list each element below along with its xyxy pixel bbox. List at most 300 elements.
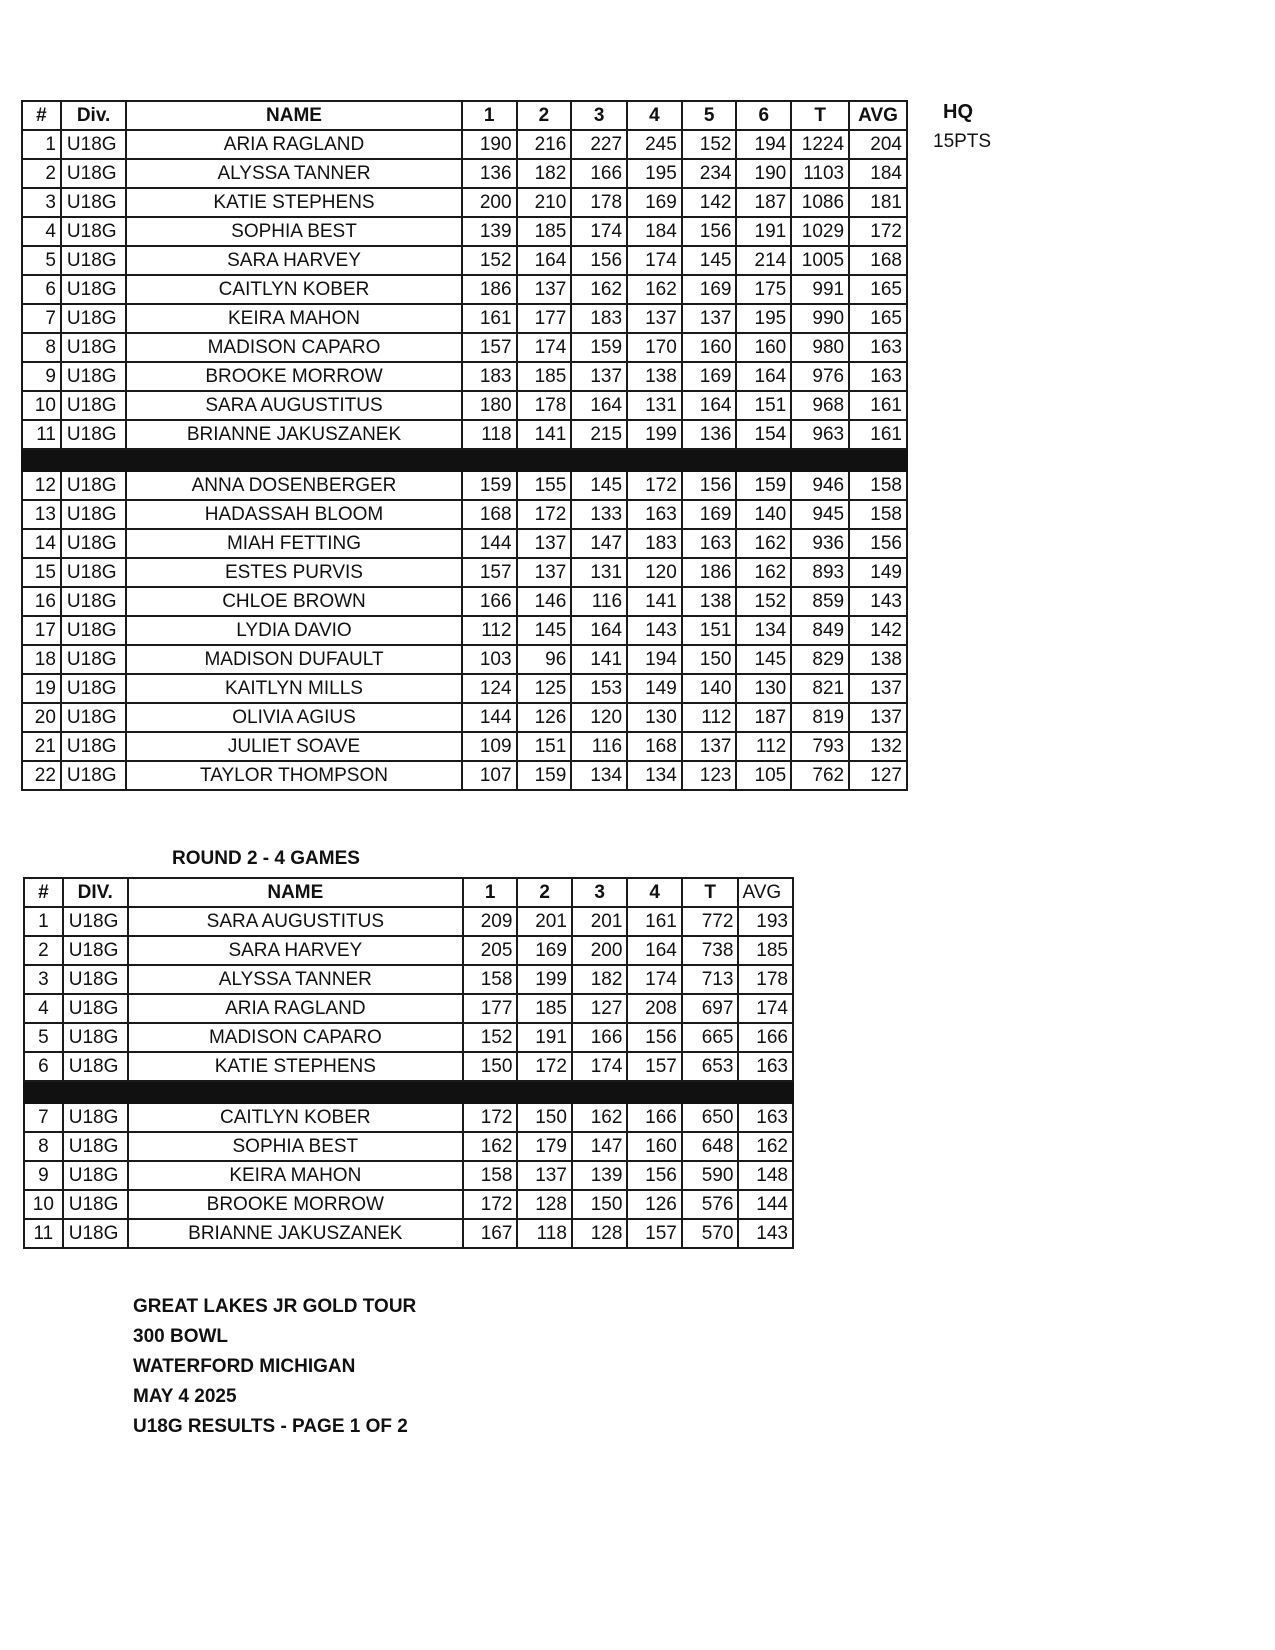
bowler-name-cell: ARIA RAGLAND (126, 130, 462, 159)
game-score-cell: 174 (571, 217, 627, 246)
total-cell: 1086 (791, 188, 849, 217)
bowler-name-cell: SARA HARVEY (128, 936, 463, 965)
total-cell: 893 (791, 558, 849, 587)
game-score-cell: 199 (627, 420, 682, 449)
game-score-cell: 112 (462, 616, 517, 645)
header-avg: AVG (738, 878, 793, 907)
game-score-cell: 187 (736, 703, 791, 732)
total-cell: 650 (682, 1103, 739, 1132)
game-score-cell: 146 (517, 587, 572, 616)
game-score-cell: 178 (517, 391, 572, 420)
rank-cell: 10 (22, 391, 61, 420)
bowler-name-cell: BROOKE MORROW (128, 1190, 463, 1219)
division-cell: U18G (63, 965, 128, 994)
game-score-cell: 208 (627, 994, 681, 1023)
average-cell: 137 (849, 703, 907, 732)
rank-cell: 14 (22, 529, 61, 558)
rank-cell: 15 (22, 558, 61, 587)
header-total: T (791, 101, 849, 130)
game-score-cell: 164 (571, 616, 627, 645)
average-cell: 161 (849, 391, 907, 420)
rank-cell: 4 (22, 217, 61, 246)
venue-name: 300 BOWL (133, 1326, 229, 1347)
average-cell: 149 (849, 558, 907, 587)
average-cell: 127 (849, 761, 907, 790)
total-cell: 849 (791, 616, 849, 645)
table-row (22, 732, 907, 761)
rank-cell: 9 (22, 362, 61, 391)
game-score-cell: 160 (682, 333, 737, 362)
total-cell: 859 (791, 587, 849, 616)
table-row (22, 159, 907, 188)
total-cell: 1224 (791, 130, 849, 159)
bowler-name-cell: SARA HARVEY (126, 246, 462, 275)
game-score-cell: 168 (462, 500, 517, 529)
game-score-cell: 139 (462, 217, 517, 246)
venue-location: WATERFORD MICHIGAN (133, 1356, 356, 1377)
game-score-cell: 162 (627, 275, 682, 304)
bowler-name-cell: BRIANNE JAKUSZANEK (128, 1219, 463, 1248)
division-cell: U18G (61, 471, 126, 500)
average-cell: 168 (849, 246, 907, 275)
game-score-cell: 174 (627, 965, 681, 994)
table-row (22, 616, 907, 645)
table-row (22, 471, 907, 500)
rank-cell: 11 (24, 1219, 63, 1248)
bowler-name-cell: SARA AUGUSTITUS (126, 391, 462, 420)
bowler-name-cell: BROOKE MORROW (126, 362, 462, 391)
game-score-cell: 137 (517, 275, 572, 304)
round1-table-body (22, 130, 907, 790)
division-cell: U18G (63, 1103, 128, 1132)
game-score-cell: 137 (517, 1161, 571, 1190)
game-score-cell: 145 (736, 645, 791, 674)
header-div: Div. (61, 101, 126, 130)
header-game-4: 4 (627, 101, 682, 130)
bowler-name-cell: ANNA DOSENBERGER (126, 471, 462, 500)
game-score-cell: 163 (627, 500, 682, 529)
game-score-cell: 157 (627, 1052, 681, 1081)
game-score-cell: 150 (517, 1103, 571, 1132)
average-cell: 204 (849, 130, 907, 159)
total-cell: 829 (791, 645, 849, 674)
table-row (22, 275, 907, 304)
header-avg: AVG (849, 101, 907, 130)
game-score-cell: 151 (517, 732, 572, 761)
table-row (24, 1103, 793, 1132)
average-cell: 143 (738, 1219, 793, 1248)
game-score-cell: 199 (517, 965, 571, 994)
game-score-cell: 116 (571, 732, 627, 761)
average-cell: 142 (849, 616, 907, 645)
average-cell: 163 (849, 362, 907, 391)
game-score-cell: 200 (572, 936, 628, 965)
game-score-cell: 227 (571, 130, 627, 159)
total-cell: 762 (791, 761, 849, 790)
hq-label: HQ (943, 101, 973, 123)
table-row (22, 188, 907, 217)
bowler-name-cell: ESTES PURVIS (126, 558, 462, 587)
rank-cell: 2 (22, 159, 61, 188)
table-row (24, 965, 793, 994)
game-score-cell: 145 (517, 616, 572, 645)
game-score-cell: 159 (571, 333, 627, 362)
header-div: DIV. (63, 878, 128, 907)
average-cell: 138 (849, 645, 907, 674)
total-cell: 772 (682, 907, 739, 936)
game-score-cell: 134 (571, 761, 627, 790)
header-game-3: 3 (571, 101, 627, 130)
game-score-cell: 140 (682, 674, 737, 703)
rank-cell: 7 (22, 304, 61, 333)
game-score-cell: 164 (627, 936, 681, 965)
header-game-1: 1 (462, 101, 517, 130)
game-score-cell: 141 (571, 645, 627, 674)
division-cell: U18G (61, 362, 126, 391)
division-cell: U18G (63, 1219, 128, 1248)
rank-cell: 10 (24, 1190, 63, 1219)
rank-cell: 6 (22, 275, 61, 304)
game-score-cell: 123 (682, 761, 737, 790)
game-score-cell: 118 (462, 420, 517, 449)
average-cell: 156 (849, 529, 907, 558)
game-score-cell: 152 (736, 587, 791, 616)
bowler-name-cell: HADASSAH BLOOM (126, 500, 462, 529)
average-cell: 137 (849, 674, 907, 703)
header-total: T (682, 878, 739, 907)
header-game-6: 6 (736, 101, 791, 130)
division-cell: U18G (61, 391, 126, 420)
game-score-cell: 194 (736, 130, 791, 159)
game-score-cell: 195 (736, 304, 791, 333)
division-cell: U18G (63, 1052, 128, 1081)
game-score-cell: 152 (463, 1023, 517, 1052)
rank-cell: 2 (24, 936, 63, 965)
game-score-cell: 172 (517, 1052, 571, 1081)
division-cell: U18G (63, 1132, 128, 1161)
game-score-cell: 205 (463, 936, 517, 965)
table-row (22, 420, 907, 449)
game-score-cell: 118 (517, 1219, 571, 1248)
game-score-cell: 245 (627, 130, 682, 159)
average-cell: 181 (849, 188, 907, 217)
average-cell: 144 (738, 1190, 793, 1219)
game-score-cell: 158 (463, 965, 517, 994)
rank-cell: 18 (22, 645, 61, 674)
game-score-cell: 159 (736, 471, 791, 500)
game-score-cell: 172 (463, 1190, 517, 1219)
game-score-cell: 131 (627, 391, 682, 420)
game-score-cell: 177 (463, 994, 517, 1023)
game-score-cell: 161 (462, 304, 517, 333)
game-score-cell: 174 (627, 246, 682, 275)
table-row (22, 587, 907, 616)
total-cell: 738 (682, 936, 739, 965)
game-score-cell: 116 (571, 587, 627, 616)
game-score-cell: 162 (463, 1132, 517, 1161)
division-cell: U18G (61, 674, 126, 703)
game-score-cell: 130 (627, 703, 682, 732)
game-score-cell: 185 (517, 217, 572, 246)
division-cell: U18G (63, 907, 128, 936)
table-row (22, 529, 907, 558)
division-cell: U18G (63, 1190, 128, 1219)
total-cell: 945 (791, 500, 849, 529)
bowler-name-cell: KATIE STEPHENS (126, 188, 462, 217)
game-score-cell: 174 (517, 333, 572, 362)
rank-cell: 7 (24, 1103, 63, 1132)
game-score-cell: 120 (571, 703, 627, 732)
table-row (24, 907, 793, 936)
game-score-cell: 200 (462, 188, 517, 217)
header-name: NAME (126, 101, 462, 130)
round1-results-table (21, 100, 908, 791)
total-cell: 946 (791, 471, 849, 500)
game-score-cell: 120 (627, 558, 682, 587)
game-score-cell: 185 (517, 994, 571, 1023)
game-score-cell: 107 (462, 761, 517, 790)
game-score-cell: 172 (463, 1103, 517, 1132)
header-game-3: 3 (572, 878, 628, 907)
game-score-cell: 153 (571, 674, 627, 703)
game-score-cell: 142 (682, 188, 737, 217)
game-score-cell: 164 (517, 246, 572, 275)
average-cell: 143 (849, 587, 907, 616)
game-score-cell: 157 (627, 1219, 681, 1248)
game-score-cell: 201 (517, 907, 571, 936)
game-score-cell: 147 (571, 529, 627, 558)
game-score-cell: 210 (517, 188, 572, 217)
game-score-cell: 162 (572, 1103, 628, 1132)
table-row (22, 674, 907, 703)
game-score-cell: 166 (571, 159, 627, 188)
average-cell: 184 (849, 159, 907, 188)
bowler-name-cell: MADISON CAPARO (126, 333, 462, 362)
game-score-cell: 194 (627, 645, 682, 674)
division-cell: U18G (61, 275, 126, 304)
game-score-cell: 182 (572, 965, 628, 994)
game-score-cell: 138 (682, 587, 737, 616)
total-cell: 713 (682, 965, 739, 994)
bowler-name-cell: OLIVIA AGIUS (126, 703, 462, 732)
hq-points: 15PTS (933, 131, 992, 152)
bowler-name-cell: SOPHIA BEST (128, 1132, 463, 1161)
average-cell: 178 (738, 965, 793, 994)
rank-cell: 5 (22, 246, 61, 275)
bowler-name-cell: MADISON DUFAULT (126, 645, 462, 674)
total-cell: 976 (791, 362, 849, 391)
table-row (24, 1052, 793, 1081)
game-score-cell: 169 (517, 936, 571, 965)
game-score-cell: 168 (627, 732, 682, 761)
game-score-cell: 131 (571, 558, 627, 587)
division-cell: U18G (61, 587, 126, 616)
header-game-2: 2 (517, 101, 572, 130)
rank-cell: 13 (22, 500, 61, 529)
total-cell: 697 (682, 994, 739, 1023)
game-score-cell: 190 (736, 159, 791, 188)
average-cell: 174 (738, 994, 793, 1023)
total-cell: 1005 (791, 246, 849, 275)
bowler-name-cell: TAYLOR THOMPSON (126, 761, 462, 790)
table-row (24, 1132, 793, 1161)
rank-cell: 19 (22, 674, 61, 703)
total-cell: 963 (791, 420, 849, 449)
division-cell: U18G (61, 159, 126, 188)
game-score-cell: 159 (462, 471, 517, 500)
rank-cell: 1 (22, 130, 61, 159)
rank-cell: 21 (22, 732, 61, 761)
game-score-cell: 186 (682, 558, 737, 587)
bowler-name-cell: ARIA RAGLAND (128, 994, 463, 1023)
bowler-name-cell: CHLOE BROWN (126, 587, 462, 616)
division-cell: U18G (61, 500, 126, 529)
average-cell: 172 (849, 217, 907, 246)
game-score-cell: 140 (736, 500, 791, 529)
game-score-cell: 151 (682, 616, 737, 645)
cut-line-divider (24, 1081, 793, 1103)
game-score-cell: 162 (571, 275, 627, 304)
game-score-cell: 158 (463, 1161, 517, 1190)
table-row (22, 391, 907, 420)
game-score-cell: 191 (517, 1023, 571, 1052)
division-cell: U18G (61, 130, 126, 159)
average-cell: 163 (738, 1103, 793, 1132)
average-cell: 132 (849, 732, 907, 761)
game-score-cell: 162 (736, 529, 791, 558)
total-cell: 576 (682, 1190, 739, 1219)
table-row (22, 333, 907, 362)
table-row (22, 558, 907, 587)
game-score-cell: 156 (627, 1023, 681, 1052)
table-row (22, 761, 907, 790)
division-cell: U18G (61, 529, 126, 558)
total-cell: 968 (791, 391, 849, 420)
game-score-cell: 154 (736, 420, 791, 449)
total-cell: 570 (682, 1219, 739, 1248)
game-score-cell: 144 (462, 529, 517, 558)
rank-cell: 20 (22, 703, 61, 732)
round2-table-body (24, 907, 793, 1248)
round2-results-table (23, 877, 794, 1249)
table-row (24, 936, 793, 965)
game-score-cell: 190 (462, 130, 517, 159)
game-score-cell: 130 (736, 674, 791, 703)
average-cell: 158 (849, 471, 907, 500)
game-score-cell: 126 (627, 1190, 681, 1219)
table-row (22, 217, 907, 246)
header-name: NAME (128, 878, 463, 907)
game-score-cell: 109 (462, 732, 517, 761)
game-score-cell: 183 (571, 304, 627, 333)
bowler-name-cell: SARA AUGUSTITUS (128, 907, 463, 936)
game-score-cell: 156 (627, 1161, 681, 1190)
total-cell: 793 (791, 732, 849, 761)
game-score-cell: 103 (462, 645, 517, 674)
rank-cell: 1 (24, 907, 63, 936)
game-score-cell: 157 (462, 558, 517, 587)
average-cell: 163 (849, 333, 907, 362)
game-score-cell: 161 (627, 907, 681, 936)
game-score-cell: 151 (736, 391, 791, 420)
game-score-cell: 137 (682, 304, 737, 333)
total-cell: 648 (682, 1132, 739, 1161)
game-score-cell: 187 (736, 188, 791, 217)
division-cell: U18G (61, 616, 126, 645)
average-cell: 158 (849, 500, 907, 529)
cut-line-divider (22, 449, 907, 471)
table-row (22, 500, 907, 529)
header-game-1: 1 (463, 878, 517, 907)
rank-cell: 16 (22, 587, 61, 616)
division-cell: U18G (61, 304, 126, 333)
division-cell: U18G (61, 217, 126, 246)
table-row (24, 1219, 793, 1248)
average-cell: 193 (738, 907, 793, 936)
game-score-cell: 160 (736, 333, 791, 362)
average-cell: 166 (738, 1023, 793, 1052)
event-date: MAY 4 2025 (133, 1386, 237, 1407)
header-game-5: 5 (682, 101, 737, 130)
game-score-cell: 152 (682, 130, 737, 159)
division-cell: U18G (63, 1023, 128, 1052)
bowler-name-cell: KEIRA MAHON (126, 304, 462, 333)
total-cell: 1029 (791, 217, 849, 246)
game-score-cell: 183 (462, 362, 517, 391)
game-score-cell: 147 (572, 1132, 628, 1161)
game-score-cell: 164 (682, 391, 737, 420)
game-score-cell: 166 (462, 587, 517, 616)
header-rank: # (22, 101, 61, 130)
bowler-name-cell: LYDIA DAVIO (126, 616, 462, 645)
game-score-cell: 136 (462, 159, 517, 188)
game-score-cell: 150 (682, 645, 737, 674)
rank-cell: 12 (22, 471, 61, 500)
game-score-cell: 157 (462, 333, 517, 362)
game-score-cell: 134 (627, 761, 682, 790)
bowler-name-cell: JULIET SOAVE (126, 732, 462, 761)
game-score-cell: 134 (736, 616, 791, 645)
game-score-cell: 177 (517, 304, 572, 333)
round2-header-row (24, 878, 793, 907)
table-row (22, 362, 907, 391)
average-cell: 185 (738, 936, 793, 965)
game-score-cell: 139 (572, 1161, 628, 1190)
game-score-cell: 170 (627, 333, 682, 362)
game-score-cell: 184 (627, 217, 682, 246)
game-score-cell: 126 (517, 703, 572, 732)
game-score-cell: 141 (627, 587, 682, 616)
bowler-name-cell: ALYSSA TANNER (126, 159, 462, 188)
average-cell: 165 (849, 275, 907, 304)
rank-cell: 9 (24, 1161, 63, 1190)
table-row (22, 645, 907, 674)
table-row (22, 130, 907, 159)
game-score-cell: 164 (736, 362, 791, 391)
bowler-name-cell: KAITLYN MILLS (126, 674, 462, 703)
game-score-cell: 136 (682, 420, 737, 449)
bowler-name-cell: CAITLYN KOBER (126, 275, 462, 304)
game-score-cell: 124 (462, 674, 517, 703)
game-score-cell: 141 (517, 420, 572, 449)
game-score-cell: 138 (627, 362, 682, 391)
table-row (24, 1023, 793, 1052)
game-score-cell: 172 (517, 500, 572, 529)
game-score-cell: 149 (627, 674, 682, 703)
game-score-cell: 143 (627, 616, 682, 645)
game-score-cell: 137 (517, 558, 572, 587)
game-score-cell: 112 (682, 703, 737, 732)
